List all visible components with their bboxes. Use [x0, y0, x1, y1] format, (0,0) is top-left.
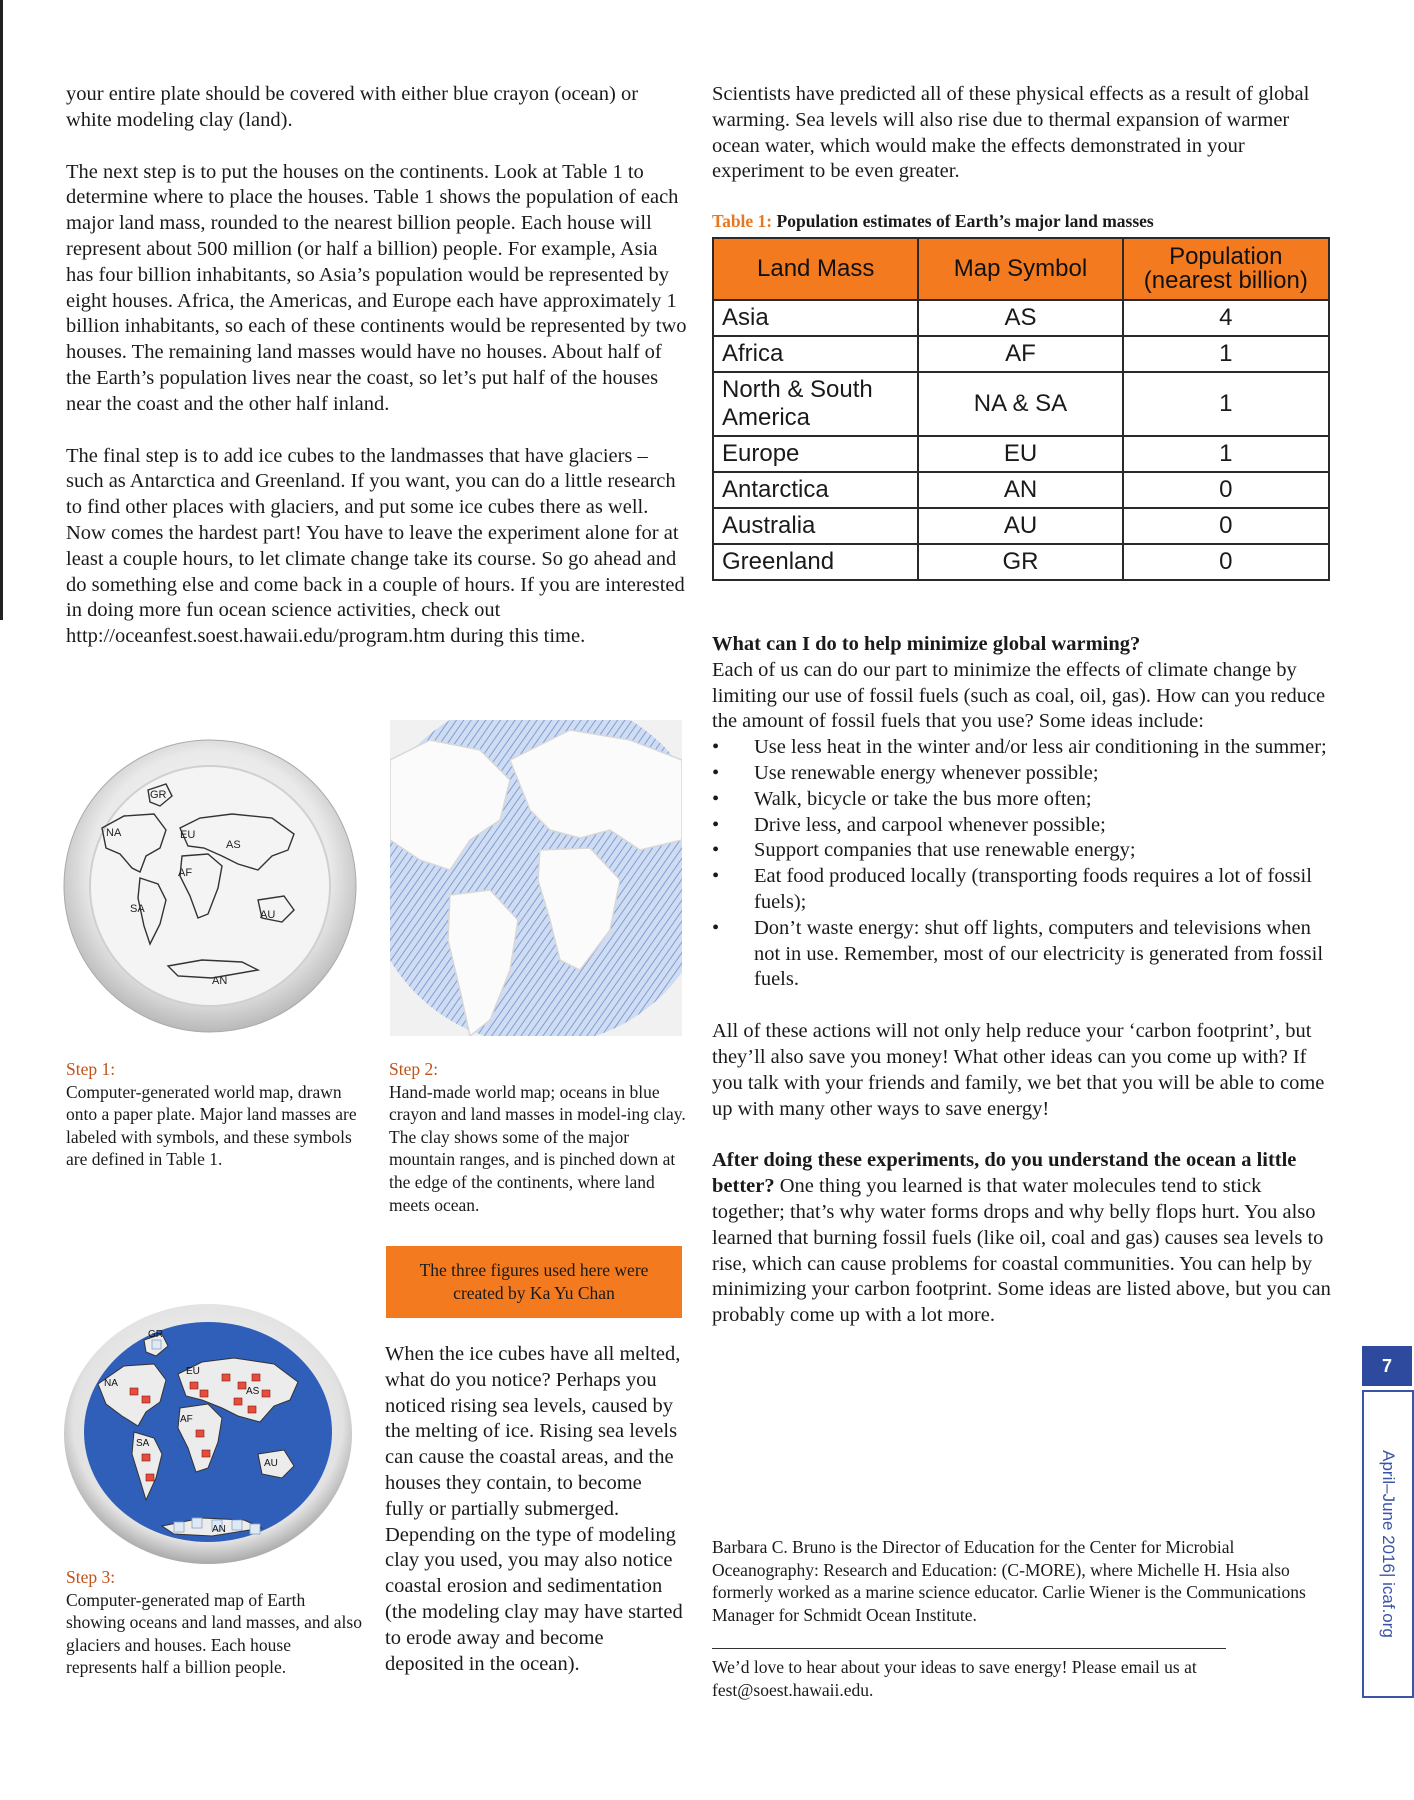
ideas-list	[712, 735, 1337, 993]
population-table-grid	[712, 237, 1330, 581]
map-label-gr: GR	[150, 789, 167, 801]
house-icon	[196, 1430, 204, 1437]
house-icon	[222, 1374, 230, 1381]
after-paragraph	[712, 1148, 1337, 1329]
page-number: 7	[1381, 1355, 1392, 1376]
list-item: • Use renewable energy whenever possible;	[712, 761, 1337, 787]
list-item: • Use less heat in the winter and/or less air conditioning in the summer;	[712, 735, 1337, 761]
list-item: • Eat food produced locally (transporting foods requires a lot of fossil fuels);	[712, 864, 1337, 916]
map3-label-eu: EU	[186, 1366, 200, 1377]
paragraph: Scientists have predicted all of these physical effects as a result of global warming. Sea levels will also rise due to thermal expansion of warmer ocean water, which would make the effects demonstrated in your experiment to be even greater.	[712, 83, 1310, 183]
step1-caption	[66, 1058, 366, 1171]
map-label-na: NA	[106, 827, 122, 839]
left-column	[66, 82, 688, 676]
table-cell: AN	[918, 472, 1122, 508]
step3-caption	[66, 1566, 366, 1679]
page-number-tab	[1362, 1346, 1412, 1386]
list-item: • Don’t waste energy: shut off lights, computers and televisions when not in use. Remember, most of our electricity is generated from fossil fuels.	[712, 916, 1337, 993]
table-cell: 1	[1123, 372, 1329, 436]
ice-cube-icon	[250, 1524, 260, 1534]
house-icon	[202, 1450, 210, 1457]
step1-text: Computer-generated world map, drawn onto a paper plate. Major land masses are labeled with symbols, and these symbols are defined in Table 1.	[66, 1081, 357, 1170]
table-cell: 0	[1123, 472, 1329, 508]
step3-map-figure	[62, 1304, 354, 1568]
step3-text: Computer-generated map of Earth showing oceans and land masses, and also glaciers and houses. Each house represents half a billion people.	[66, 1589, 362, 1678]
table-header-population: Population (nearest billion)	[1123, 238, 1329, 300]
table-cell: NA & SA	[918, 372, 1122, 436]
house-icon	[146, 1474, 154, 1481]
map-label-as: AS	[226, 839, 241, 851]
house-icon	[142, 1454, 150, 1461]
table-cell: 0	[1123, 544, 1329, 580]
contact-text: We’d love to hear about your ideas to save energy! Please email us at fest@soest.hawaii.edu.	[712, 1657, 1197, 1700]
table-header-land-mass: Land Mass	[713, 238, 918, 300]
list-item: • Drive less, and carpool whenever possible;	[712, 813, 1337, 839]
table-cell: 4	[1123, 300, 1329, 336]
ice-cube-icon	[174, 1522, 184, 1532]
step1-label: Step 1:	[66, 1059, 116, 1079]
table-row	[713, 508, 1329, 544]
table-row	[713, 372, 1329, 436]
list-item: • Support companies that use renewable energy;	[712, 838, 1337, 864]
house-icon	[238, 1382, 246, 1389]
map3-label-sa: SA	[136, 1438, 150, 1449]
house-icon	[200, 1390, 208, 1397]
map3-label-gr: GR	[148, 1329, 163, 1340]
page-edge-line	[0, 0, 3, 620]
ice-cube-icon	[192, 1518, 202, 1528]
table-cell: AU	[918, 508, 1122, 544]
paragraph: your entire plate should be covered with either blue crayon (ocean) or white modeling clay (land).	[66, 83, 639, 131]
paragraph: The next step is to put the houses on the continents. Look at Table 1 to determine where to place the houses. Table 1 shows the population of each major land mass, rounded to the nearest billion people. Each house will represent about 500 million (or half a billion) people. For example, Asia has four billion inhabitants, so Asia’s population would be represented by eight houses. Africa, the Americas, and Europe each have approximately 1 billion inhabitants, so each of these continents would be represented by two houses. The remaining land masses would have no houses. About half of the Earth’s population lives near the coast, so let’s put half of the houses near the coast and the other half inland.	[66, 160, 687, 415]
map3-label-au: AU	[264, 1458, 278, 1469]
issue-side-tab	[1362, 1390, 1414, 1698]
table-caption-text: Population estimates of Earth’s major land masses	[776, 211, 1154, 231]
table-caption-label: Table 1:	[712, 211, 773, 231]
credit-text: The three figures used here were created by Ka Yu Chan	[419, 1260, 649, 1303]
table-cell: Greenland	[713, 544, 918, 580]
step2-clay-svg	[390, 720, 682, 1036]
divider	[712, 1648, 1226, 1649]
help-heading: What can I do to help minimize global warming?	[712, 633, 1141, 655]
table-header-row	[713, 238, 1329, 300]
table-cell: Antarctica	[713, 472, 918, 508]
table-cell: North & South America	[713, 372, 918, 436]
table-cell: GR	[918, 544, 1122, 580]
house-icon	[190, 1382, 198, 1389]
map3-label-af: AF	[180, 1414, 193, 1425]
table-cell: AF	[918, 336, 1122, 372]
table-caption	[712, 211, 1337, 232]
ice-cube-icon	[152, 1340, 161, 1349]
after-text: One thing you learned is that water molecules tend to stick together; that’s why water forms drops and why belly flops hurt. You also learned that burning fossil fuels (like oil, coal and gas) causes sea levels to rise, which can cause problems for coastal communities. You can help by minimizing your carbon footprint. Some ideas are listed above, but you can probably come up with a lot more.	[712, 1175, 1331, 1327]
table-header-map-symbol: Map Symbol	[918, 238, 1122, 300]
help-intro: Each of us can do our part to minimize the effects of climate change by limiting our use of fossil fuels (such as coal, oil, gas). How can you reduce the amount of fossil fuels that you use? Some ideas include:	[712, 658, 1326, 733]
bio-text: Barbara C. Bruno is the Director of Education for the Center for Microbial Oceanography: Research and Education: (C-MORE), where Michelle H. Hsia also formerly worked as a marine science educator. Carlie Wiener is the Communications Manager for Schmidt Ocean Institute.	[712, 1537, 1306, 1625]
table-cell: EU	[918, 436, 1122, 472]
map-label-an: AN	[212, 975, 228, 987]
ice-cube-icon	[232, 1520, 242, 1530]
house-icon	[234, 1398, 242, 1405]
map3-label-as: AS	[246, 1386, 260, 1397]
step2-text: Hand-made world map; oceans in blue crayon and land masses in model-ing clay. The clay shows some of the major mountain ranges, and is pinched down at the edge of the continents, where land meets ocean.	[389, 1081, 686, 1215]
after-heading: After doing these experiments, do you understand the ocean a little better?	[712, 1149, 1297, 1198]
table-row	[713, 336, 1329, 372]
house-icon	[142, 1396, 150, 1403]
population-table	[712, 237, 1330, 581]
step2-caption	[389, 1058, 689, 1216]
house-icon	[248, 1406, 256, 1413]
map-label-eu: EU	[180, 829, 196, 841]
step2-clay-photo	[390, 720, 682, 1036]
step3-map-svg	[62, 1304, 354, 1568]
contact-note	[712, 1656, 1272, 1701]
map-label-au: AU	[260, 909, 276, 921]
author-bio	[712, 1536, 1332, 1626]
paragraph: The final step is to add ice cubes to the landmasses that have glaciers – such as Antarctica and Greenland. If you want, you can do a little research to find other places with glaciers, and put some ice cubes there as well. Now comes the hardest part! You have to leave the experiment alone for at least a couple hours, to let climate change take its course. So go ahead and do something else and come back in a couple of hours. If you are interested in doing more fun ocean science activities, check out http://oceanfest.soest.hawaii.edu/program.htm during this time.	[66, 444, 685, 648]
issue-text: April–June 2016| icaf.org	[1379, 1450, 1398, 1638]
house-icon	[252, 1374, 260, 1381]
right-help-section	[712, 632, 1337, 1329]
savings-paragraph: All of these actions will not only help reduce your ‘carbon footprint’, but they’ll also save you money! What other ideas can you come up with? If you talk with your friends and family, we bet that you will be able to come up with many other ways to save energy!	[712, 1020, 1325, 1120]
table-cell: Europe	[713, 436, 918, 472]
step3-label: Step 3:	[66, 1567, 116, 1587]
table-cell: Australia	[713, 508, 918, 544]
table-cell: AS	[918, 300, 1122, 336]
map3-label-an: AN	[212, 1524, 226, 1535]
map-label-sa: SA	[130, 903, 145, 915]
table-row	[713, 300, 1329, 336]
credit-box	[386, 1246, 682, 1318]
middle-text-column	[385, 1342, 685, 1677]
table-cell: 1	[1123, 336, 1329, 372]
list-item: • Walk, bicycle or take the bus more often;	[712, 787, 1337, 813]
right-intro	[712, 82, 1337, 185]
table-cell: 1	[1123, 436, 1329, 472]
table-cell: 0	[1123, 508, 1329, 544]
plate-center	[90, 766, 330, 1006]
map3-label-na: NA	[104, 1378, 118, 1389]
table-cell: Asia	[713, 300, 918, 336]
step1-plate-svg	[62, 738, 358, 1034]
table-cell: Africa	[713, 336, 918, 372]
step1-plate-figure	[62, 738, 358, 1034]
table-row	[713, 544, 1329, 580]
house-icon	[130, 1388, 138, 1395]
table-row	[713, 472, 1329, 508]
paragraph: When the ice cubes have all melted, what do you notice? Perhaps you noticed rising sea levels, caused by the melting of ice. Rising sea levels can cause the coastal areas, and the houses they contain, to become fully or partially submerged. Depending on the type of modeling clay you used, you may also notice coastal erosion and sedimentation (the modeling clay may have started to erode away and become deposited in the ocean).	[385, 1343, 683, 1675]
step2-label: Step 2:	[389, 1059, 439, 1079]
house-icon	[262, 1390, 270, 1397]
table-row	[713, 436, 1329, 472]
map-label-af: AF	[178, 867, 193, 879]
